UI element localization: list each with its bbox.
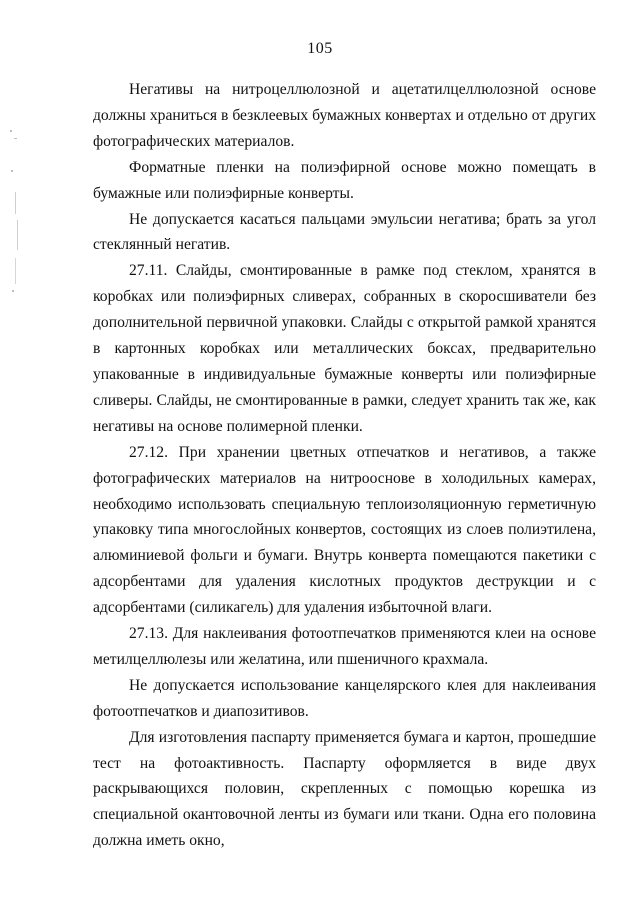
paragraph-emulsion-handling: Не допускается касаться пальцами эмульсии негатива; брать за угол стеклянный негатив. — [93, 210, 596, 254]
scan-margin-marks — [4, 130, 24, 330]
paragraph-negatives-storage: Негативы на нитроцеллюлозной и ацетатилцеллюлозной основе должны храниться в безклеевых бумажных конвертах и отдельно от других фотографических материалов. — [93, 81, 596, 150]
body-text — [93, 77, 596, 854]
paragraph-format-films: Форматные пленки на полиэфирной основе можно помещать в бумажные или полиэфирные конверты. — [93, 158, 596, 202]
paragraph-27-11-slides: 27.11. Слайды, смонтированные в рамке под стеклом, хранятся в коробках или полиэфирных сливерах, собранных в скоросшиватели без дополнительной первичной упаковки. Слайды с открытой рамкой хранятся в картонных коробках или металлических боксах, предварительно упакованные в индивидуальные бумажные конверты или полиэфирные сливеры. Слайды, не смонтированные в рамки, следует хранить так же, как негативы на основе полимерной пленки. — [93, 262, 596, 435]
paragraph-27-12-cold-storage: 27.12. При хранении цветных отпечатков и негативов, а также фотографических материалов на нитрооснове в холодильных камерах, необходимо использовать специальную теплоизоляционную герметичную упаковку типа многослойных конвертов, состоящих из слоев полиэтилена, алюминиевой фольги и бумаги. Внутрь конверта помещаются пакетики с адсорбентами для удаления кислотных продуктов деструкции и с адсорбентами (силикагель) для удаления избыточной влаги. — [93, 443, 596, 617]
paragraph-27-13-adhesives: 27.13. Для наклеивания фотоотпечатков применяются клеи на основе метилцеллюлезы или желатина, или пшеничного крахмала. — [93, 625, 596, 668]
paragraph-office-glue-prohibited: Не допускается использование канцелярского клея для наклеивания фотоотпечатков и диапозитивов. — [93, 676, 596, 720]
page-number: 105 — [307, 40, 333, 57]
paragraph-passe-partout: Для изготовления паспарту применяется бумага и картон, прошедшие тест на фотоактивность. Паспарту оформляется в виде двух раскрывающихся половин, скрепленных с помощью корешка из специальной окантовочной ленты из бумаги или ткани. Одна его половина должна иметь окно, — [93, 728, 596, 850]
